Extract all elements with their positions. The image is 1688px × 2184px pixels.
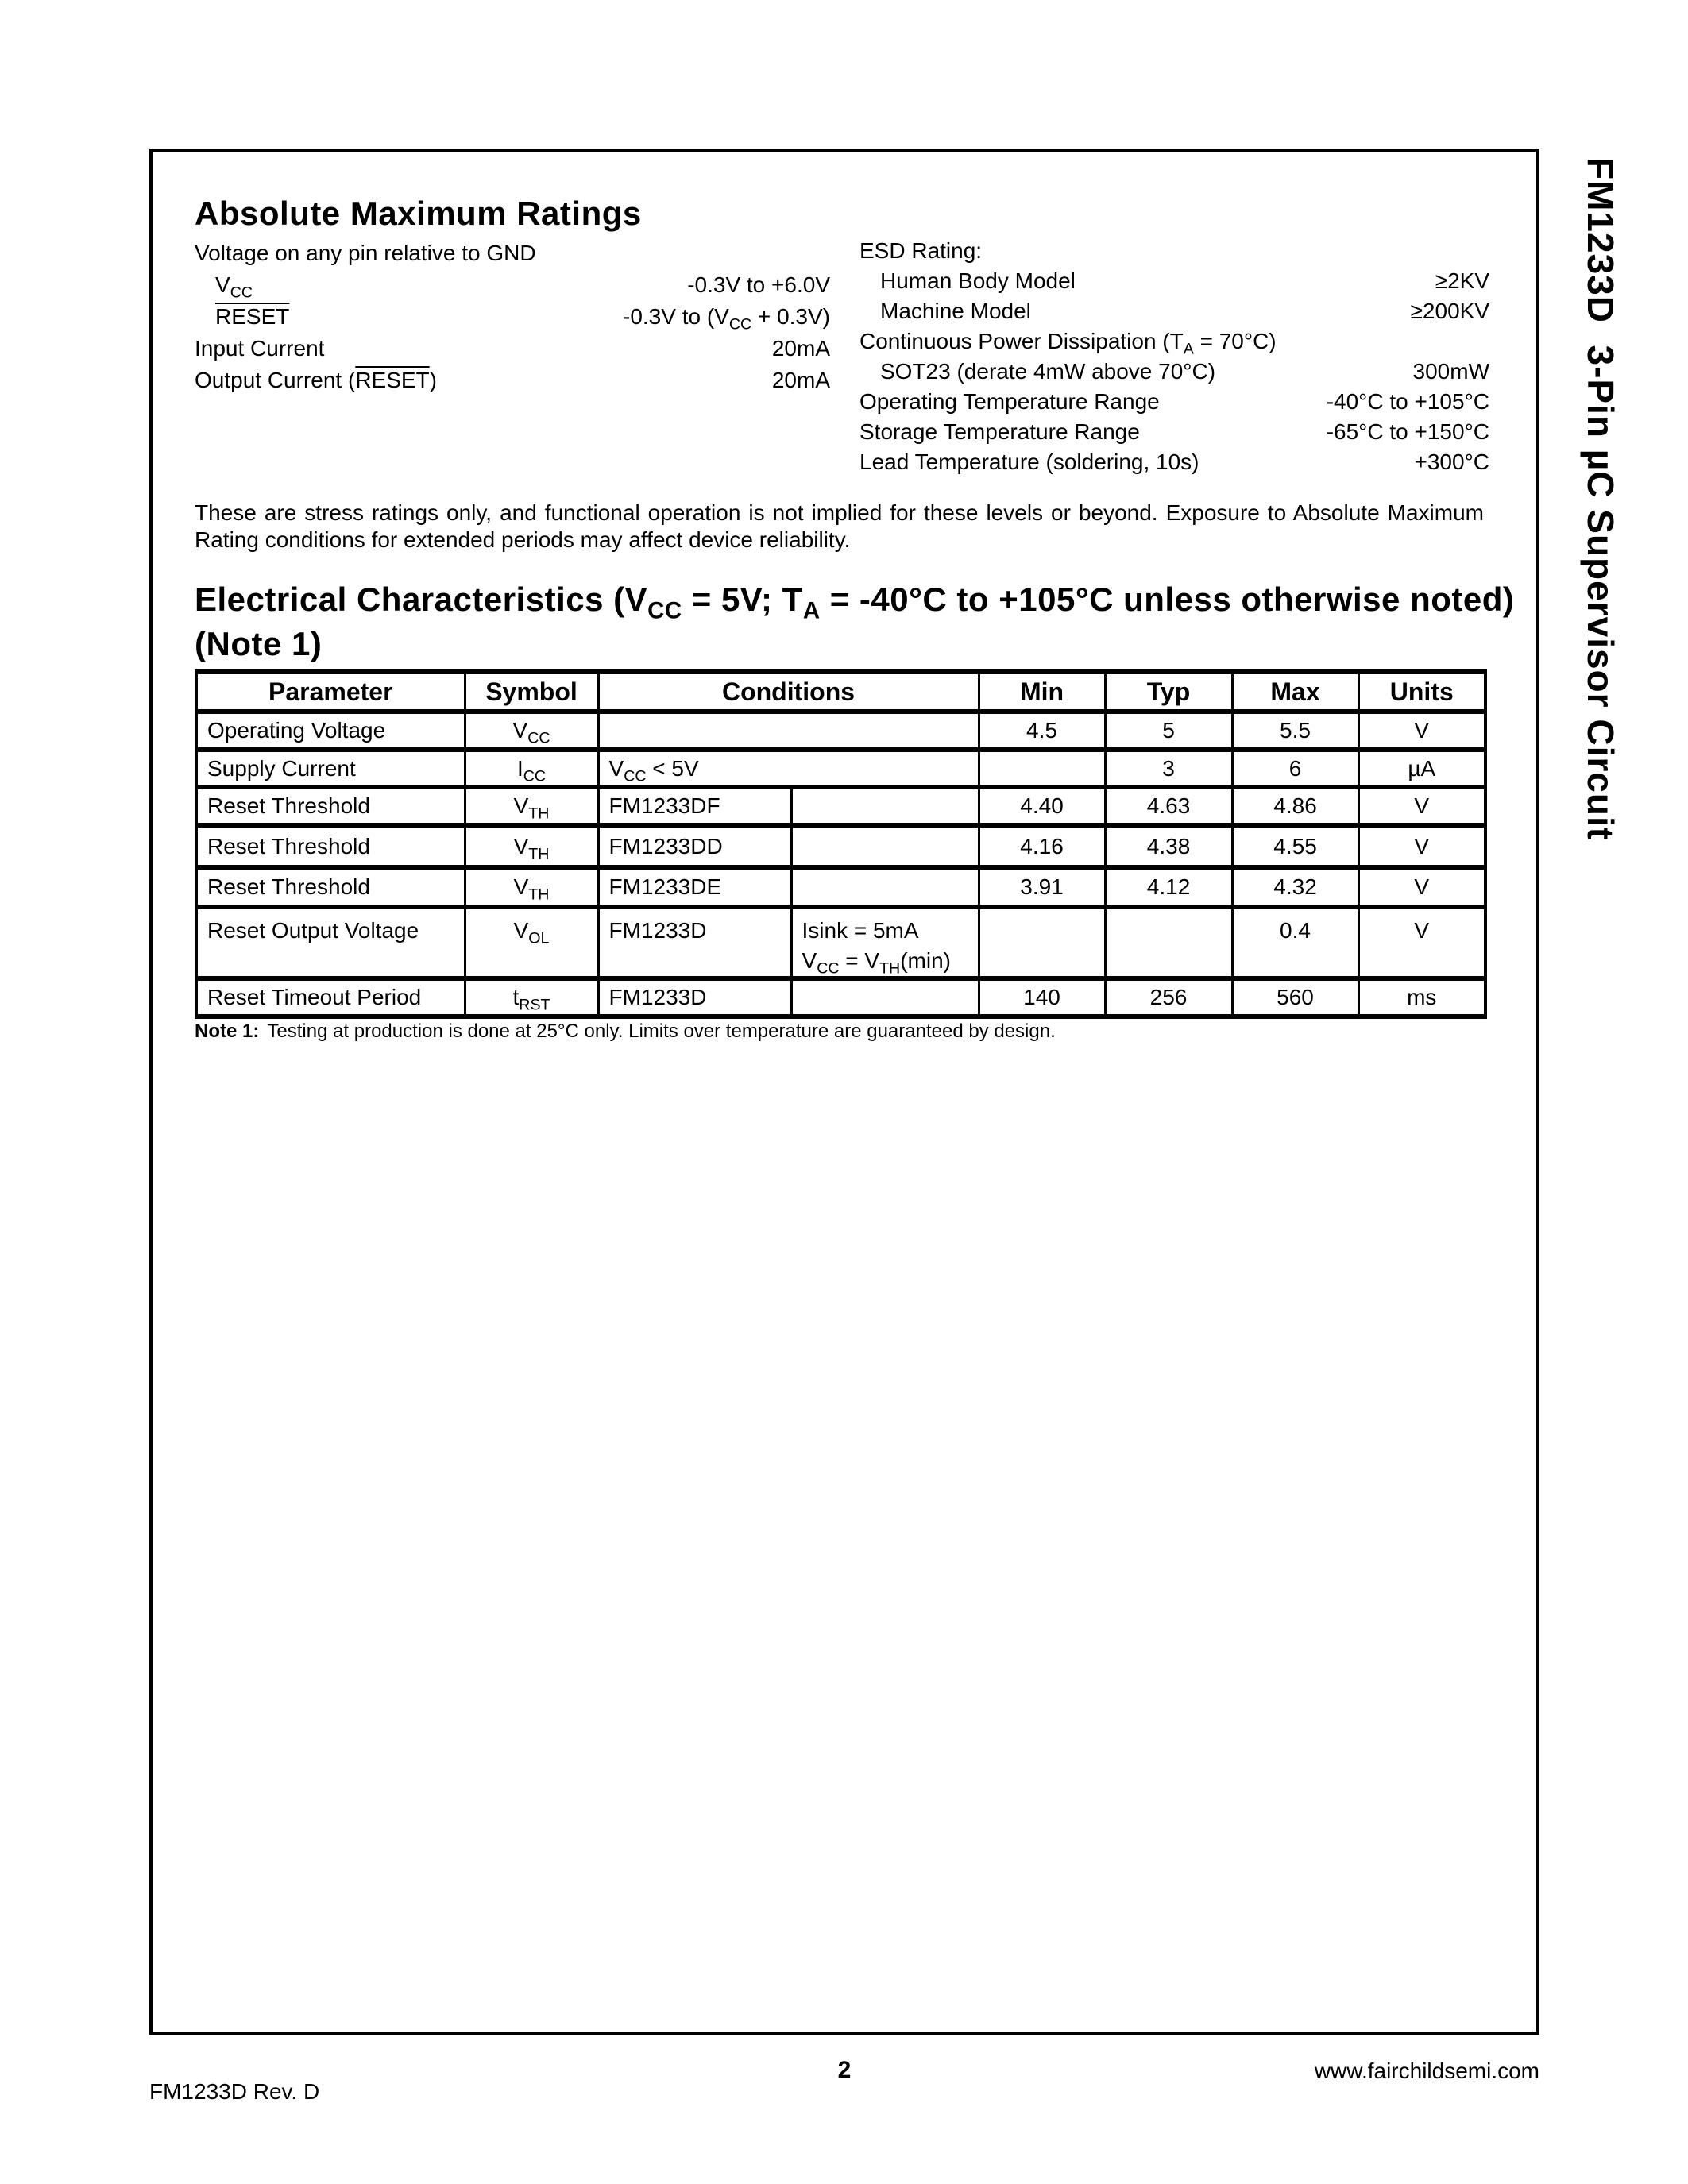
- note-1-label: Note 1:: [195, 1021, 260, 1042]
- rating-row: [859, 268, 1489, 299]
- rating-row: [859, 329, 1489, 359]
- rating-value: +300°C: [1414, 450, 1489, 474]
- note-1-text: Testing at production is done at 25°C only. Limits over temperature are guaranteed by design.: [267, 1021, 1056, 1042]
- cell-symbol: $V_{OL}$: [465, 907, 598, 978]
- rating-label: Operating Temperature Range: [859, 389, 1160, 414]
- rating-label: Human Body Model: [880, 268, 1076, 293]
- rating-row: [859, 419, 1489, 450]
- rating-row: [859, 359, 1489, 389]
- rating-row: [195, 304, 830, 336]
- table-row: [196, 825, 1485, 867]
- cell-units: V: [1358, 825, 1485, 867]
- cell-typ: 256: [1105, 978, 1232, 1017]
- cell-min: 3.91: [979, 867, 1105, 907]
- col-header-units: Units: [1358, 672, 1485, 712]
- cell-units: V: [1358, 867, 1485, 907]
- cell-cond2: [791, 787, 979, 825]
- cell-typ: 4.38: [1105, 825, 1232, 867]
- rating-label: Lead Temperature (soldering, 10s): [859, 450, 1199, 474]
- cell-symbol: $I_{CC}$: [465, 750, 598, 787]
- rating-label: RESET: [215, 304, 290, 329]
- cell-min: [979, 907, 1105, 978]
- cell-cond1: FM1233DF: [598, 787, 791, 825]
- cell-min: 4.5: [979, 712, 1105, 750]
- cell-parameter: Reset Output Voltage: [196, 907, 465, 978]
- rating-value: 20mA: [771, 368, 830, 392]
- cell-units: V: [1358, 907, 1485, 978]
- cell-units: µA: [1358, 750, 1485, 787]
- footer-doc-revision: FM1233D Rev. D: [149, 2079, 320, 2104]
- cell-units: ms: [1358, 978, 1485, 1017]
- cell-max: 4.55: [1232, 825, 1358, 867]
- cell-max: 5.5: [1232, 712, 1358, 750]
- rating-label: Output Current (RESET): [195, 368, 437, 392]
- rating-value: 300mW: [1412, 359, 1489, 384]
- rating-row: [195, 368, 830, 399]
- cell-cond1: FM1233D: [598, 907, 791, 978]
- cell-min: 4.40: [979, 787, 1105, 825]
- cell-parameter: Reset Timeout Period: [196, 978, 465, 1017]
- rating-row: [859, 450, 1489, 480]
- rating-row: [195, 272, 830, 304]
- cell-parameter: Supply Current: [196, 750, 465, 787]
- abs-max-title: Absolute Maximum Ratings: [195, 195, 642, 232]
- rating-row: [195, 241, 830, 272]
- cell-min: [979, 750, 1105, 787]
- page-frame: [149, 149, 1539, 2035]
- note-1: [195, 1021, 1056, 1043]
- table-header-row: [196, 672, 1485, 712]
- cell-cond1: FM1233D: [598, 978, 791, 1017]
- cell-max: 6: [1232, 750, 1358, 787]
- cell-cond1: FM1233DD: [598, 825, 791, 867]
- cell-typ: 4.12: [1105, 867, 1232, 907]
- cell-parameter: Reset Threshold: [196, 867, 465, 907]
- rating-value: 20mA: [771, 336, 830, 361]
- rating-row: [859, 299, 1489, 329]
- rating-label: Input Current: [195, 336, 325, 361]
- rating-label: SOT23 (derate 4mW above 70°C): [880, 359, 1216, 384]
- rating-value: -0.3V to +6.0V: [687, 272, 830, 297]
- rating-label: Voltage on any pin relative to GND: [195, 241, 536, 265]
- cell-min: 4.16: [979, 825, 1105, 867]
- col-header-max: Max: [1232, 672, 1358, 712]
- rating-row: [859, 238, 1489, 268]
- cell-max: 4.86: [1232, 787, 1358, 825]
- disclaimer-text: These are stress ratings only, and functional operation is not implied for these levels or beyond. Exposure to Absolute Maximum Rating conditions for extended periods may affect device reliability.: [195, 500, 1484, 552]
- rating-value: -65°C to +150°C: [1326, 419, 1489, 444]
- cell-conditions: [598, 712, 979, 750]
- cell-symbol: $V_{CC}$: [465, 712, 598, 750]
- col-header-min: Min: [979, 672, 1105, 712]
- table-row: [196, 867, 1485, 907]
- elec-char-title: [195, 577, 1514, 666]
- cell-symbol: $V_{TH}$: [465, 867, 598, 907]
- cell-max: 0.4: [1232, 907, 1358, 978]
- cell-typ: 4.63: [1105, 787, 1232, 825]
- elec-char-title-line1: Electrical Characteristics ($V_{CC} = 5V$; $T_A = -40^\circ C$ to +105°C unless otherwise noted): [195, 581, 1515, 624]
- cell-parameter: Reset Threshold: [196, 787, 465, 825]
- rating-value: -40°C to +105°C: [1326, 389, 1489, 414]
- cell-units: V: [1358, 712, 1485, 750]
- rating-label: $V_{CC}$: [215, 272, 253, 302]
- rating-label: Continuous Power Dissipation $(T_A = 70^\circ C)$: [859, 329, 1277, 358]
- cell-cond2: [791, 867, 979, 907]
- rating-value: ≥200KV: [1410, 299, 1489, 323]
- col-header-symbol: Symbol: [465, 672, 598, 712]
- cell-max: 560: [1232, 978, 1358, 1017]
- table-row: [196, 750, 1485, 787]
- cell-symbol: $V_{TH}$: [465, 787, 598, 825]
- cell-cond2: Isink = 5mA $V_{CC} = V_{TH}(\min)$: [791, 907, 979, 978]
- cell-min: 140: [979, 978, 1105, 1017]
- cell-typ: [1105, 907, 1232, 978]
- cell-conditions: $V_{CC} < 5V$: [598, 750, 979, 787]
- rating-value: ≥2KV: [1435, 268, 1489, 293]
- ratings-right-column: [859, 238, 1489, 480]
- col-header-parameter: Parameter: [196, 672, 465, 712]
- table-row: [196, 712, 1485, 750]
- elec-char-table: [195, 669, 1487, 1019]
- table-row: [196, 978, 1485, 1017]
- cell-max: 4.32: [1232, 867, 1358, 907]
- footer-url: www.fairchildsemi.com: [1314, 2059, 1539, 2083]
- table-row: [196, 907, 1485, 978]
- footer-page-number: 2: [837, 2057, 852, 2083]
- rating-label: Machine Model: [880, 299, 1031, 323]
- col-header-typ: Typ: [1105, 672, 1232, 712]
- cell-units: V: [1358, 787, 1485, 825]
- cell-typ: 3: [1105, 750, 1232, 787]
- rating-row: [195, 336, 830, 368]
- ratings-left-column: [195, 241, 830, 399]
- cell-parameter: Reset Threshold: [196, 825, 465, 867]
- table-row: [196, 787, 1485, 825]
- rating-label: Storage Temperature Range: [859, 419, 1140, 444]
- col-header-conditions: Conditions: [598, 672, 979, 712]
- rating-label: ESD Rating:: [859, 238, 983, 263]
- cell-cond2: [791, 978, 979, 1017]
- cell-cond2: [791, 825, 979, 867]
- cell-parameter: Operating Voltage: [196, 712, 465, 750]
- cell-symbol: $V_{TH}$: [465, 825, 598, 867]
- cell-cond1: FM1233DE: [598, 867, 791, 907]
- elec-char-title-line2: (Note 1): [195, 625, 323, 662]
- rating-value: -0.3V to $(V_{CC} + 0.3V)$: [623, 304, 830, 334]
- cell-symbol: $t_{RST}$: [465, 978, 598, 1017]
- cell-typ: 5: [1105, 712, 1232, 750]
- rating-row: [859, 389, 1489, 419]
- sidebar-title: FM1233D 3-Pin µC Supervisor Circuit: [1580, 157, 1621, 841]
